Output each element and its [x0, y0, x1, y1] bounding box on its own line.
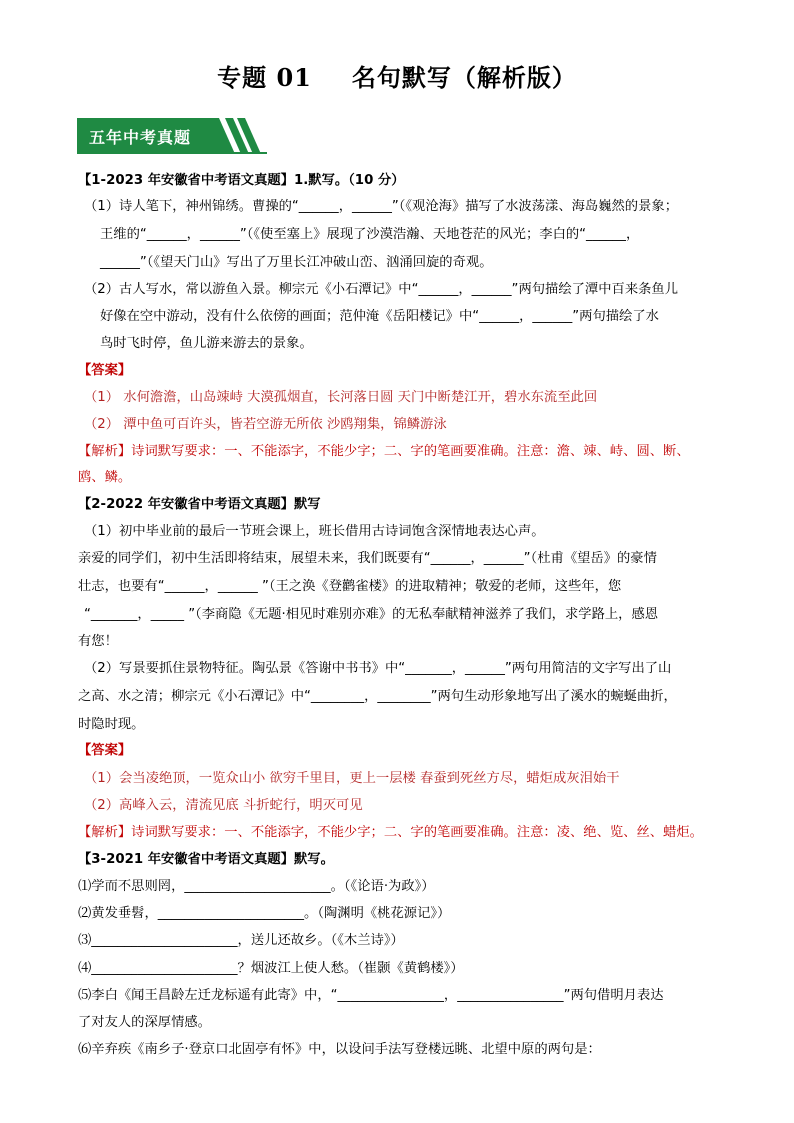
question-text: 亲爱的同学们，初中生活即将结束，展望未来，我们既要有“______，______”（杜甫《望岳》的豪情 — [78, 551, 657, 566]
question-heading: 【2-2022 年安徽省中考语文真题】默写 — [78, 497, 321, 512]
question-text: ⑷______________________？烟波江上使人愁。（崔颢《黄鹤楼》） — [78, 961, 464, 976]
question-text: “_______，_____ ”（李商隐《无题·相见时难别亦难》的无私奉献精神滋养了我们，求学路上，感恩 — [84, 607, 659, 622]
title-text: 名句默写（解析版） — [351, 64, 577, 92]
question-text: 王维的“______，______”（《使至塞上》展现了沙漠浩瀚、天地苍茫的风光；李白的“______， — [100, 227, 640, 242]
title-prefix: 专题 01 — [217, 63, 312, 92]
question-text: （2）写景要抓住景物特征。陶弘景《答谢中书书》中“_______，______”两句用简洁的文字写出了山 — [84, 661, 672, 676]
question-text: 鸟时飞时停，鱼儿游来游去的景象。 — [100, 336, 313, 351]
question-text: ______”（《望天门山》写出了万里长江冲破山峦、汹涌回旋的奇观。 — [100, 255, 493, 270]
question-text: （2）古人写水，常以游鱼入景。柳宗元《小石潭记》中“______，______”两句描绘了潭中百来条鱼儿 — [84, 282, 679, 297]
answer-text: （1） 水何澹澹，山岛竦峙 大漠孤烟直，长河落日圆 天门中断楚江开，碧水东流至此回 — [84, 390, 598, 405]
answer-text: （1）会当凌绝顶，一览众山小 欲穷千里目，更上一层楼 春蚕到死丝方尽，蜡炬成灰泪始干 — [84, 771, 620, 786]
banner-label: 五年中考真题 — [89, 128, 192, 147]
answer-text: （2） 潭中鱼可百许头，皆若空游无所依 沙鸥翔集，锦鳞游泳 — [84, 417, 447, 432]
analysis-text: 【解析】诗词默写要求：一、不能添字，不能少字；二、字的笔画要准确。注意：凌、绝、览、丝、蜡炬。 — [78, 825, 703, 840]
question-text: ⑵黄发垂髫，______________________。（陶渊明《桃花源记》） — [78, 906, 451, 921]
page-title — [0, 58, 794, 93]
question-heading: 【1-2023 年安徽省中考语文真题】1.默写。（10 分） — [78, 173, 405, 188]
question-text: ⑸李白《闻王昌龄左迁龙标遥有此寄》中，“________________，________________”两句借明月表达 — [78, 988, 664, 1003]
question-text: （1）诗人笔下，神州锦绣。曹操的“______，______”（《观沧海》描写了水波荡漾、海岛巍然的景象； — [84, 199, 678, 214]
section-banner — [77, 118, 267, 154]
answer-label: 【答案】 — [78, 743, 132, 758]
question-text: 了对友人的深厚情感。 — [78, 1015, 211, 1030]
question-heading: 【3-2021 年安徽省中考语文真题】默写。 — [78, 852, 334, 867]
question-text: 之高、水之清；柳宗元《小石潭记》中“________，________”两句生动形象地写出了溪水的蜿蜒曲折， — [78, 689, 677, 704]
question-text: ⑹辛弃疾《南乡子·登京口北固亭有怀》中，以设问手法写登楼远眺、北望中原的两句是： — [78, 1042, 601, 1057]
question-text: 好像在空中游动，没有什么依傍的画面；范仲淹《岳阳楼记》中“______，______”两句描绘了水 — [100, 309, 659, 324]
question-text: ⑶______________________，送儿还故乡。（《木兰诗》） — [78, 933, 404, 948]
analysis-text: 鸥、鳞。 — [78, 470, 132, 485]
question-text: （1）初中毕业前的最后一节班会课上，班长借用古诗词饱含深情地表达心声。 — [84, 524, 545, 539]
question-text: 壮志，也要有“______，______ ”（王之涣《登鹳雀楼》的进取精神；敬爱的老师，这些年，您 — [78, 579, 622, 594]
question-text: 时隐时现。 — [78, 717, 145, 732]
question-text: ⑴学而不思则罔，______________________。（《论语·为政》） — [78, 879, 435, 894]
question-text: 有您！ — [78, 634, 118, 649]
answer-label: 【答案】 — [78, 363, 132, 378]
analysis-text: 【解析】诗词默写要求：一、不能添字，不能少字；二、字的笔画要准确。注意：澹、竦、峙、圆、断、 — [78, 444, 690, 459]
answer-text: （2）高峰入云，清流见底 斗折蛇行，明灭可见 — [84, 798, 363, 813]
